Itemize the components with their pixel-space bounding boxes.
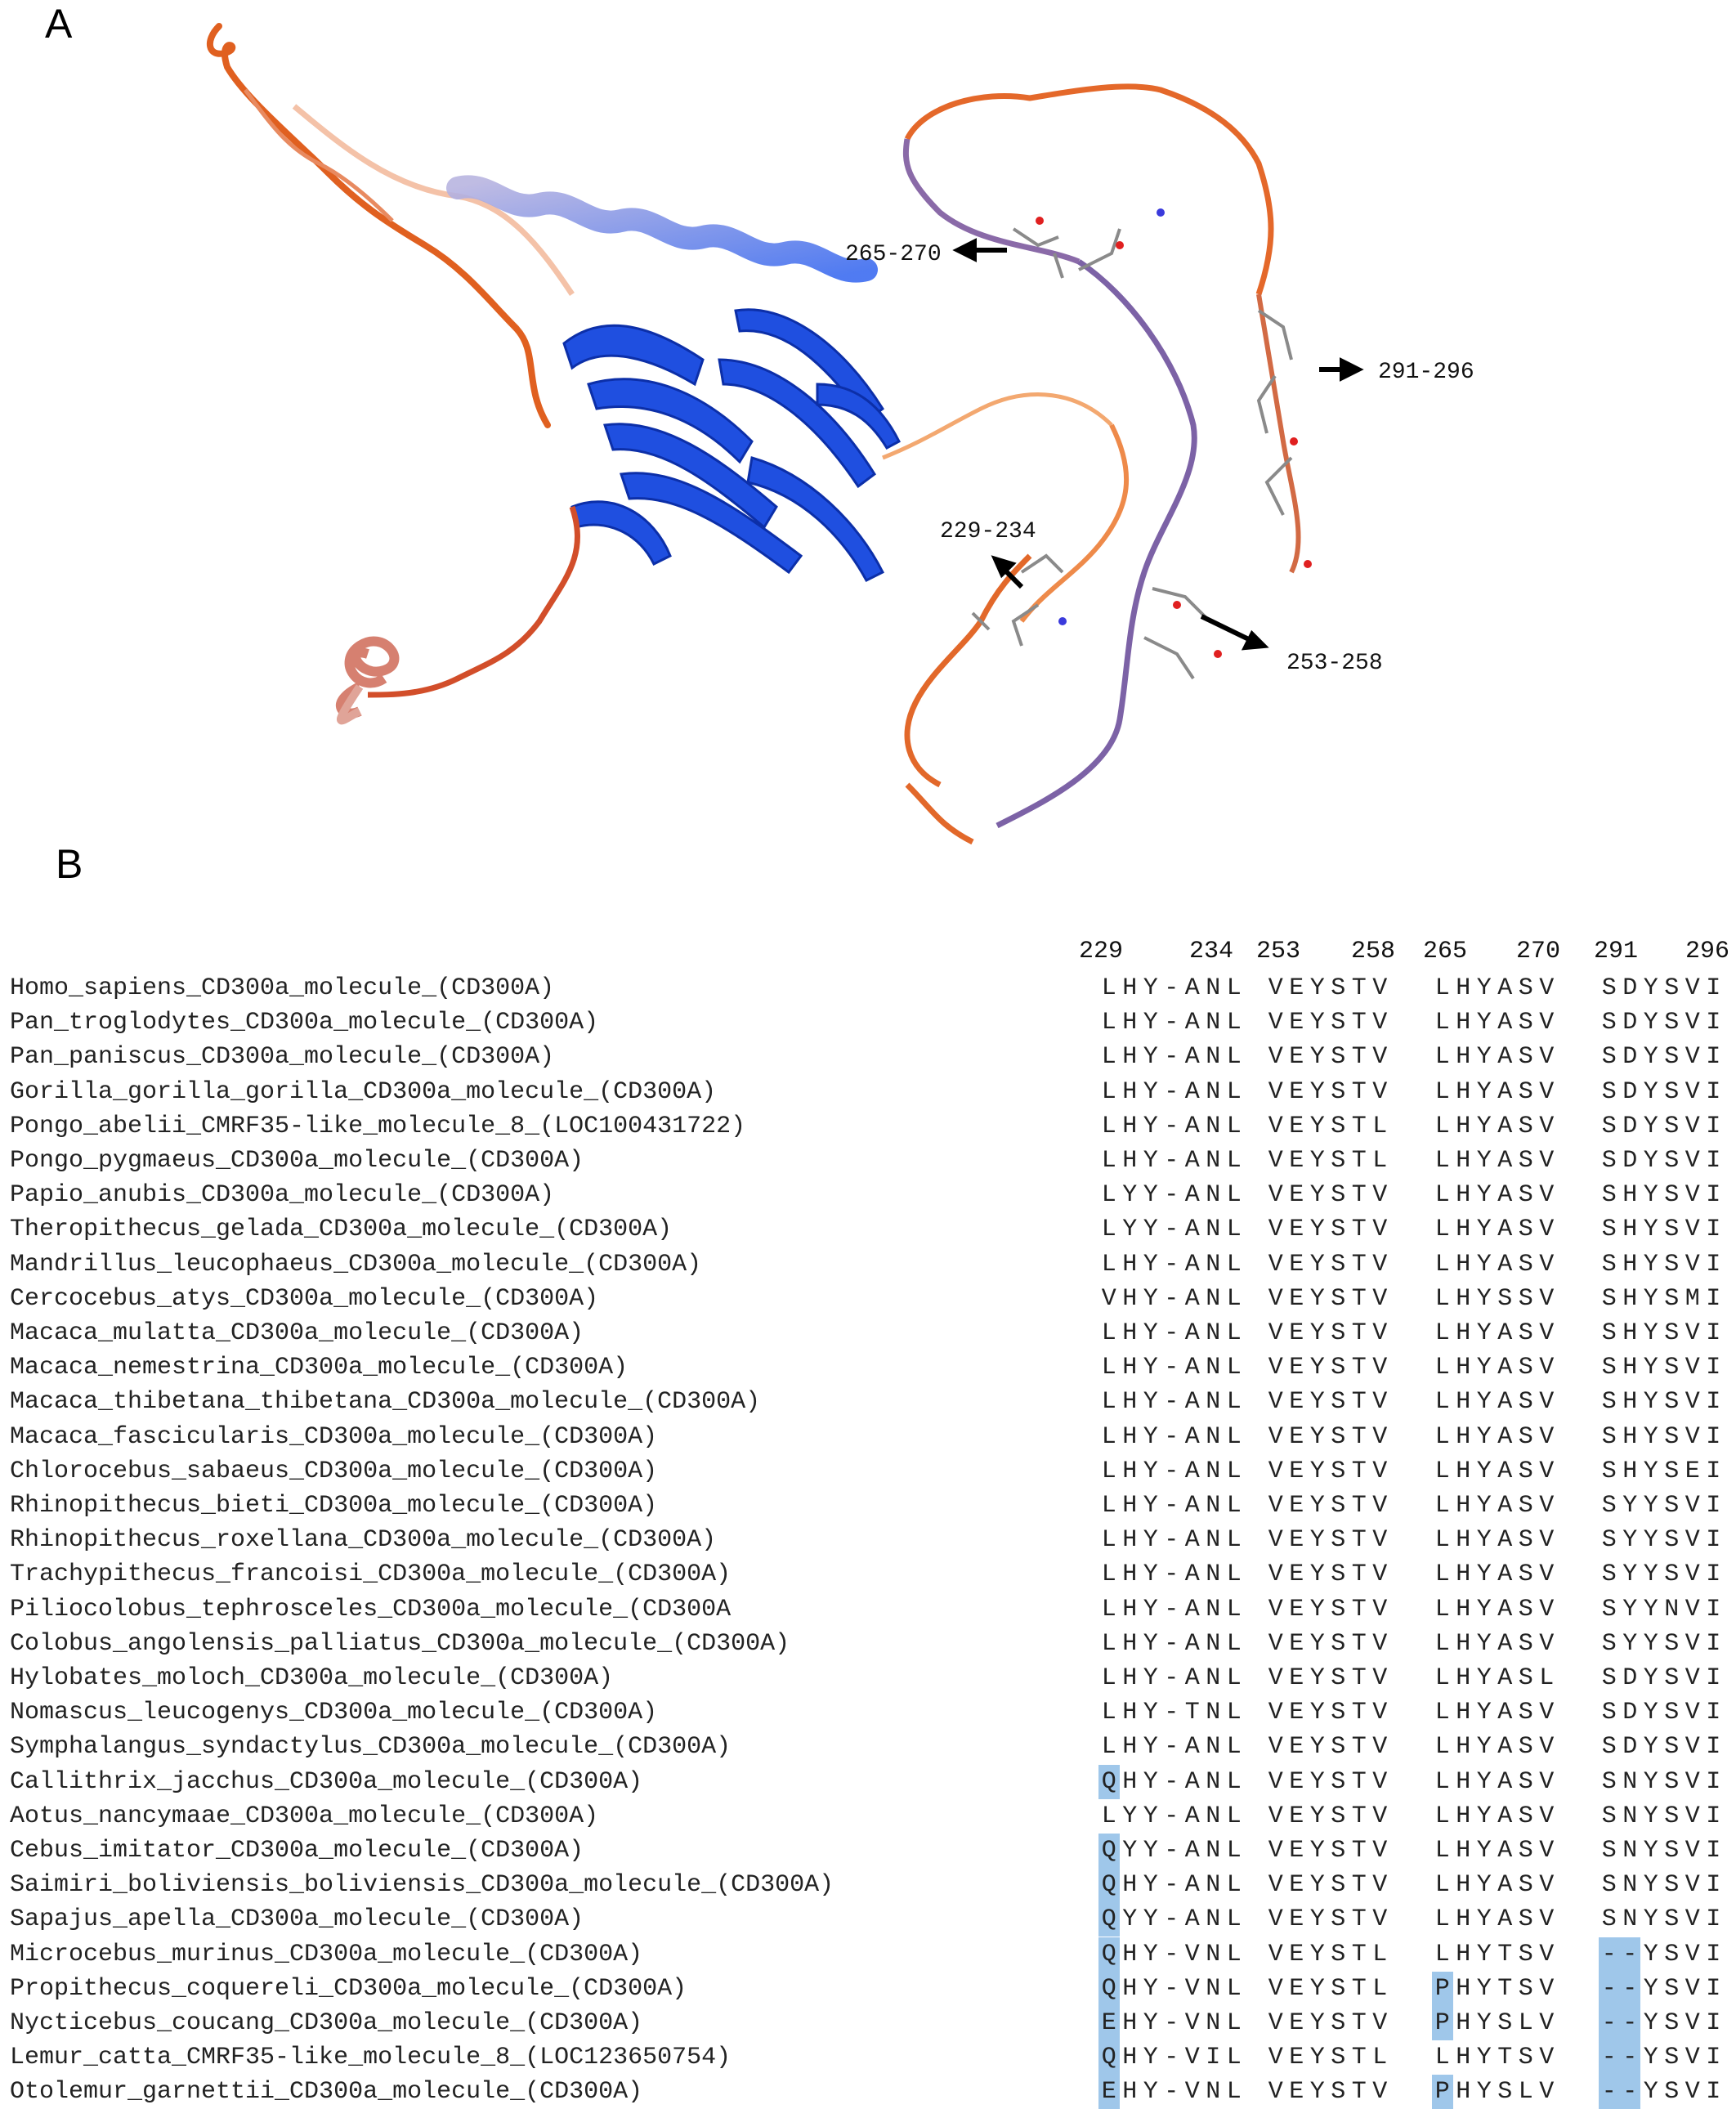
position-258: 258 bbox=[1351, 938, 1396, 965]
sequence-segment-s3: L H Y A S V bbox=[1434, 1319, 1555, 1347]
sequence-segment-s1: Q H Y - V N L bbox=[1098, 1972, 1245, 2006]
sequence-segment-s1: L H Y - A N L bbox=[1101, 1664, 1242, 1692]
sequence-segment-s4: S D Y S V I bbox=[1601, 1009, 1721, 1037]
sequence-segment-s2: V E Y S T L bbox=[1268, 1147, 1388, 1175]
species-name: Pan_paniscus_CD300a_molecule_(CD300A) bbox=[10, 1043, 555, 1072]
species-name: Macaca_mulatta_CD300a_molecule_(CD300A) bbox=[10, 1319, 584, 1347]
sequence-segment-s2: V E Y S T V bbox=[1268, 1181, 1388, 1210]
right-model bbox=[906, 87, 1312, 842]
annotation-229-234: 229-234 bbox=[940, 519, 1036, 544]
sequence-segment-s2: V E Y S T V bbox=[1268, 1733, 1388, 1762]
sequence-segment-s4: S H Y S V I bbox=[1601, 1181, 1721, 1210]
alignment-row bbox=[0, 1040, 1736, 1074]
species-name: Hylobates_moloch_CD300a_molecule_(CD300A) bbox=[10, 1664, 614, 1692]
sequence-segment-s1: L H Y - A N L bbox=[1101, 1629, 1242, 1658]
sequence-segment-s4: S H Y S V I bbox=[1601, 1319, 1721, 1347]
species-name: Symphalangus_syndactylus_CD300a_molecule_(CD300A) bbox=[10, 1733, 732, 1762]
sequence-segment-s4: S D Y S V I bbox=[1601, 1664, 1721, 1692]
sequence-segment-s3: L H Y A S V bbox=[1434, 1871, 1555, 1900]
sequence-segment-s4: S D Y S V I bbox=[1601, 1043, 1721, 1072]
alignment-row bbox=[0, 1799, 1736, 1834]
sequence-segment-s3: L H Y A S V bbox=[1434, 1595, 1555, 1623]
sequence-segment-s1: L H Y - A N L bbox=[1101, 1388, 1242, 1417]
sequence-segment-s3: L H Y A S V bbox=[1434, 1422, 1555, 1451]
sequence-segment-s1: Q H Y - A N L bbox=[1098, 1765, 1245, 1799]
species-name: Otolemur_garnettii_CD300a_molecule_(CD300A) bbox=[10, 2078, 643, 2107]
sequence-segment-s4: S N Y S V I bbox=[1601, 1767, 1721, 1796]
annotation-291-296: 291-296 bbox=[1378, 360, 1474, 385]
sequence-segment-s4: - - Y S V I bbox=[1599, 2006, 1724, 2040]
sequence-segment-s2: V E Y S T V bbox=[1268, 1077, 1388, 1106]
sequence-segment-s4: S H Y S V I bbox=[1601, 1354, 1721, 1382]
sequence-segment-s2: V E Y S T V bbox=[1268, 1802, 1388, 1830]
sequence-segment-s1: L H Y - A N L bbox=[1101, 1319, 1242, 1347]
sequence-segment-s3: L H Y T S V bbox=[1434, 2044, 1555, 2072]
sequence-segment-s4: - - Y S V I bbox=[1599, 1937, 1724, 1972]
sequence-segment-s2: V E Y S T V bbox=[1268, 1595, 1388, 1623]
sequence-segment-s3: L H Y A S V bbox=[1434, 1492, 1555, 1520]
sequence-segment-s4: S N Y S V I bbox=[1601, 1802, 1721, 1830]
sequence-segment-s3: L H Y A S V bbox=[1434, 1112, 1555, 1140]
sequence-segment-s3: L H Y A S V bbox=[1434, 1077, 1555, 1106]
alignment-row bbox=[0, 1661, 1736, 1695]
alignment-row bbox=[0, 2006, 1736, 2040]
sequence-segment-s3: L H Y A S V bbox=[1434, 1802, 1555, 1830]
alignment-row bbox=[0, 1765, 1736, 1799]
sequence-segment-s4: S N Y S V I bbox=[1601, 1905, 1721, 1934]
sequence-segment-s1: E H Y - V N L bbox=[1098, 2075, 1245, 2109]
alignment-row bbox=[0, 1937, 1736, 1972]
sequence-segment-s1: E H Y - V N L bbox=[1098, 2006, 1245, 2040]
sequence-segment-s2: V E Y S T V bbox=[1268, 1629, 1388, 1658]
sequence-segment-s1: L H Y - A N L bbox=[1101, 1043, 1242, 1072]
sequence-segment-s4: S D Y S V I bbox=[1601, 974, 1721, 1002]
sequence-segment-s3: L H Y A S V bbox=[1434, 1147, 1555, 1175]
protein-structure-figure bbox=[0, 0, 1736, 850]
sequence-segment-s2: V E Y S T V bbox=[1268, 2009, 1388, 2037]
annotation-265-270: 265-270 bbox=[845, 242, 942, 267]
alignment-row bbox=[0, 1144, 1736, 1178]
sequence-segment-s4: S D Y S V I bbox=[1601, 1147, 1721, 1175]
alignment-row bbox=[0, 1212, 1736, 1247]
alignment-row bbox=[0, 1316, 1736, 1350]
sequence-segment-s2: V E Y S T L bbox=[1268, 1940, 1388, 1968]
sequence-segment-s3: L H Y S S V bbox=[1434, 1284, 1555, 1313]
sequence-segment-s3: L H Y A S V bbox=[1434, 1216, 1555, 1244]
sequence-segment-s1: L H Y - A N L bbox=[1101, 1492, 1242, 1520]
sequence-segment-s4: S Y Y S V I bbox=[1601, 1561, 1721, 1589]
sequence-segment-s2: V E Y S T V bbox=[1268, 1767, 1388, 1796]
sequence-segment-s4: S Y Y S V I bbox=[1601, 1526, 1721, 1555]
sequence-segment-s3: L H Y A S V bbox=[1434, 1629, 1555, 1658]
sequence-segment-s3: L H Y A S V bbox=[1434, 1905, 1555, 1934]
annotation-253-258: 253-258 bbox=[1286, 651, 1383, 676]
species-name: Macaca_nemestrina_CD300a_molecule_(CD300A) bbox=[10, 1354, 629, 1382]
alignment-row bbox=[0, 1350, 1736, 1385]
sequence-segment-s4: S N Y S V I bbox=[1601, 1837, 1721, 1865]
sequence-segment-s2: V E Y S T V bbox=[1268, 1216, 1388, 1244]
sequence-segment-s4: S N Y S V I bbox=[1601, 1871, 1721, 1900]
sequence-segment-s4: S H Y S V I bbox=[1601, 1388, 1721, 1417]
sequence-segment-s3: L H Y T S V bbox=[1434, 1940, 1555, 1968]
sequence-segment-s3: L H Y A S V bbox=[1434, 1699, 1555, 1727]
sequence-segment-s3: L H Y A S V bbox=[1434, 1526, 1555, 1555]
sequence-segment-s4: S H Y S V I bbox=[1601, 1250, 1721, 1278]
sequence-segment-s1: L H Y - A N L bbox=[1101, 1733, 1242, 1762]
sequence-segment-s2: V E Y S T V bbox=[1268, 1492, 1388, 1520]
species-name: Theropithecus_gelada_CD300a_molecule_(CD300A) bbox=[10, 1216, 673, 1244]
sequence-segment-s3: L H Y A S V bbox=[1434, 1181, 1555, 1210]
species-name: Propithecus_coquereli_CD300a_molecule_(CD300A) bbox=[10, 1974, 687, 2003]
sequence-segment-s3: L H Y A S V bbox=[1434, 1767, 1555, 1796]
sequence-segment-s2: V E Y S T L bbox=[1268, 1112, 1388, 1140]
species-name: Sapajus_apella_CD300a_molecule_(CD300A) bbox=[10, 1905, 584, 1934]
species-name: Aotus_nancymaae_CD300a_molecule_(CD300A) bbox=[10, 1802, 599, 1830]
sequence-segment-s4: S H Y S V I bbox=[1601, 1216, 1721, 1244]
sequence-segment-s3: L H Y A S V bbox=[1434, 1561, 1555, 1589]
species-name: Chlorocebus_sabaeus_CD300a_molecule_(CD300A) bbox=[10, 1457, 658, 1485]
position-296: 296 bbox=[1685, 938, 1730, 965]
panel-a-label: A bbox=[45, 1, 73, 47]
sequence-segment-s3: L H Y A S V bbox=[1434, 1388, 1555, 1417]
sequence-segment-s2: V E Y S T V bbox=[1268, 1354, 1388, 1382]
species-name: Nycticebus_coucang_CD300a_molecule_(CD300A) bbox=[10, 2009, 643, 2037]
sequence-segment-s3: P H Y S L V bbox=[1432, 2006, 1557, 2040]
sequence-segment-s3: L H Y A S V bbox=[1434, 1043, 1555, 1072]
alignment-row bbox=[0, 1834, 1736, 1868]
alignment-row bbox=[0, 1109, 1736, 1144]
sequence-segment-s1: L H Y - A N L bbox=[1101, 1250, 1242, 1278]
sequence-segment-s2: V E Y S T V bbox=[1268, 1422, 1388, 1451]
alignment-row bbox=[0, 2075, 1736, 2109]
alignment-row bbox=[0, 1592, 1736, 1627]
sequence-segment-s4: - - Y S V I bbox=[1599, 1972, 1724, 2006]
species-name: Rhinopithecus_bieti_CD300a_molecule_(CD300A) bbox=[10, 1492, 658, 1520]
sequence-segment-s1: L Y Y - A N L bbox=[1101, 1216, 1242, 1244]
sequence-segment-s4: S H Y S E I bbox=[1601, 1457, 1721, 1485]
position-265: 265 bbox=[1423, 938, 1468, 965]
sequence-segment-s1: L H Y - A N L bbox=[1101, 1147, 1242, 1175]
species-name: Colobus_angolensis_palliatus_CD300a_molecule_(CD300A) bbox=[10, 1629, 790, 1658]
alignment-row bbox=[0, 1454, 1736, 1489]
species-name: Pongo_pygmaeus_CD300a_molecule_(CD300A) bbox=[10, 1147, 584, 1175]
sequence-segment-s4: - - Y S V I bbox=[1599, 2075, 1724, 2109]
sequence-segment-s1: L H Y - A N L bbox=[1101, 1009, 1242, 1037]
sequence-segment-s3: L H Y A S V bbox=[1434, 974, 1555, 1002]
species-name: Mandrillus_leucophaeus_CD300a_molecule_(CD300A) bbox=[10, 1250, 702, 1278]
alignment-row bbox=[0, 1557, 1736, 1592]
species-name: Piliocolobus_tephrosceles_CD300a_molecule_(CD300A bbox=[10, 1595, 732, 1623]
species-name: Papio_anubis_CD300a_molecule_(CD300A) bbox=[10, 1181, 555, 1210]
species-name: Rhinopithecus_roxellana_CD300a_molecule_(CD300A) bbox=[10, 1526, 717, 1555]
sequence-segment-s2: V E Y S T L bbox=[1268, 1974, 1388, 2003]
sequence-segment-s1: Q H Y - V I L bbox=[1098, 2040, 1245, 2075]
sequence-segment-s4: S Y Y S V I bbox=[1601, 1629, 1721, 1658]
sequence-segment-s1: L H Y - A N L bbox=[1101, 1422, 1242, 1451]
sequence-segment-s3: L H Y A S V bbox=[1434, 1733, 1555, 1762]
sequence-segment-s1: L H Y - A N L bbox=[1101, 1354, 1242, 1382]
sequence-segment-s1: L H Y - A N L bbox=[1101, 1595, 1242, 1623]
alignment-row bbox=[0, 1178, 1736, 1212]
sequence-segment-s4: S D Y S V I bbox=[1601, 1733, 1721, 1762]
species-name: Macaca_thibetana_thibetana_CD300a_molecule_(CD300A) bbox=[10, 1388, 761, 1417]
species-name: Gorilla_gorilla_gorilla_CD300a_molecule_(CD300A) bbox=[10, 1077, 717, 1106]
alignment-row bbox=[0, 1627, 1736, 1661]
sequence-segment-s3: P H Y S L V bbox=[1432, 2075, 1557, 2109]
sequence-segment-s2: V E Y S T V bbox=[1268, 1043, 1388, 1072]
sequence-segment-s3: P H Y T S V bbox=[1432, 1972, 1557, 2006]
species-name: Cebus_imitator_CD300a_molecule_(CD300A) bbox=[10, 1837, 584, 1865]
position-229: 229 bbox=[1079, 938, 1124, 965]
sequence-segment-s2: V E Y S T V bbox=[1268, 1250, 1388, 1278]
sequence-segment-s2: V E Y S T L bbox=[1268, 2044, 1388, 2072]
sequence-segment-s3: L H Y A S V bbox=[1434, 1457, 1555, 1485]
alignment-row bbox=[0, 1523, 1736, 1557]
sequence-segment-s2: V E Y S T V bbox=[1268, 1319, 1388, 1347]
species-name: Trachypithecus_francoisi_CD300a_molecule_(CD300A) bbox=[10, 1561, 732, 1589]
alignment-row bbox=[0, 971, 1736, 1005]
sequence-segment-s2: V E Y S T V bbox=[1268, 1561, 1388, 1589]
alignment-row bbox=[0, 1282, 1736, 1316]
sequence-segment-s3: L H Y A S V bbox=[1434, 1354, 1555, 1382]
position-291: 291 bbox=[1594, 938, 1639, 965]
sequence-segment-s2: V E Y S T V bbox=[1268, 1699, 1388, 1727]
sequence-segment-s4: S H Y S M I bbox=[1601, 1284, 1721, 1313]
sequence-segment-s3: L H Y A S V bbox=[1434, 1250, 1555, 1278]
sequence-segment-s1: L H Y - T N L bbox=[1101, 1699, 1242, 1727]
species-name: Cercocebus_atys_CD300a_molecule_(CD300A) bbox=[10, 1284, 599, 1313]
alignment-row bbox=[0, 1695, 1736, 1730]
annotation-arrows bbox=[958, 242, 1358, 647]
sequence-segment-s2: V E Y S T V bbox=[1268, 1871, 1388, 1900]
alignment-row bbox=[0, 1385, 1736, 1419]
alignment-row bbox=[0, 2040, 1736, 2075]
sequence-segment-s4: S H Y S V I bbox=[1601, 1422, 1721, 1451]
alignment-row bbox=[0, 1247, 1736, 1282]
species-name: Callithrix_jacchus_CD300a_molecule_(CD300A) bbox=[10, 1767, 643, 1796]
sequence-segment-s1: Q H Y - A N L bbox=[1098, 1868, 1245, 1902]
sequence-segment-s2: V E Y S T V bbox=[1268, 1526, 1388, 1555]
panel-b-label: B bbox=[56, 841, 83, 887]
alignment-row bbox=[0, 1972, 1736, 2006]
alignment-row bbox=[0, 1420, 1736, 1454]
alignment-row bbox=[0, 1902, 1736, 1937]
sequence-segment-s2: V E Y S T V bbox=[1268, 2078, 1388, 2107]
species-name: Pongo_abelii_CMRF35-like_molecule_8_(LOC100431722) bbox=[10, 1112, 746, 1140]
species-name: Microcebus_murinus_CD300a_molecule_(CD300A) bbox=[10, 1940, 643, 1968]
sequence-segment-s1: L Y Y - A N L bbox=[1101, 1181, 1242, 1210]
sequence-segment-s2: V E Y S T V bbox=[1268, 1837, 1388, 1865]
sequence-segment-s3: L H Y A S V bbox=[1434, 1009, 1555, 1037]
species-name: Homo_sapiens_CD300a_molecule_(CD300A) bbox=[10, 974, 555, 1002]
sequence-segment-s2: V E Y S T V bbox=[1268, 1457, 1388, 1485]
sequence-segment-s4: - - Y S V I bbox=[1599, 2040, 1724, 2075]
sequence-segment-s1: L H Y - A N L bbox=[1101, 1526, 1242, 1555]
alignment-row bbox=[0, 1730, 1736, 1764]
sequence-segment-s1: Q Y Y - A N L bbox=[1098, 1902, 1245, 1937]
species-name: Saimiri_boliviensis_boliviensis_CD300a_molecule_(CD300A) bbox=[10, 1871, 834, 1900]
sequence-segment-s4: S Y Y N V I bbox=[1601, 1595, 1721, 1623]
sequence-segment-s1: L H Y - A N L bbox=[1101, 1112, 1242, 1140]
species-name: Macaca_fascicularis_CD300a_molecule_(CD300A) bbox=[10, 1422, 658, 1451]
sequence-segment-s2: V E Y S T V bbox=[1268, 974, 1388, 1002]
species-name: Nomascus_leucogenys_CD300a_molecule_(CD300A) bbox=[10, 1699, 658, 1727]
sequence-segment-s3: L H Y A S V bbox=[1434, 1837, 1555, 1865]
sequence-segment-s1: L H Y - A N L bbox=[1101, 1077, 1242, 1106]
alignment-row bbox=[0, 1075, 1736, 1109]
sequence-segment-s2: V E Y S T V bbox=[1268, 1905, 1388, 1934]
sequence-segment-s4: S D Y S V I bbox=[1601, 1077, 1721, 1106]
sequence-segment-s4: S D Y S V I bbox=[1601, 1699, 1721, 1727]
alignment-row bbox=[0, 1868, 1736, 1902]
sequence-segment-s1: L H Y - A N L bbox=[1101, 974, 1242, 1002]
position-253: 253 bbox=[1256, 938, 1301, 965]
sequence-segment-s1: L Y Y - A N L bbox=[1101, 1802, 1242, 1830]
sequence-segment-s2: V E Y S T V bbox=[1268, 1284, 1388, 1313]
sequence-segment-s2: V E Y S T V bbox=[1268, 1009, 1388, 1037]
sequence-segment-s1: Q H Y - V N L bbox=[1098, 1937, 1245, 1972]
sequence-segment-s2: V E Y S T V bbox=[1268, 1388, 1388, 1417]
sequence-segment-s3: L H Y A S L bbox=[1434, 1664, 1555, 1692]
sequence-segment-s1: L H Y - A N L bbox=[1101, 1561, 1242, 1589]
sequence-segment-s1: L H Y - A N L bbox=[1101, 1457, 1242, 1485]
position-234: 234 bbox=[1189, 938, 1234, 965]
alignment-row bbox=[0, 1005, 1736, 1040]
position-270: 270 bbox=[1516, 938, 1561, 965]
sequence-segment-s2: V E Y S T V bbox=[1268, 1664, 1388, 1692]
alignment-row bbox=[0, 1489, 1736, 1523]
species-name: Lemur_catta_CMRF35-like_molecule_8_(LOC123650754) bbox=[10, 2044, 732, 2072]
sequence-segment-s1: Q Y Y - A N L bbox=[1098, 1834, 1245, 1868]
sequence-segment-s4: S D Y S V I bbox=[1601, 1112, 1721, 1140]
sequence-segment-s1: V H Y - A N L bbox=[1101, 1284, 1242, 1313]
sequence-segment-s4: S Y Y S V I bbox=[1601, 1492, 1721, 1520]
species-name: Pan_troglodytes_CD300a_molecule_(CD300A) bbox=[10, 1009, 599, 1037]
